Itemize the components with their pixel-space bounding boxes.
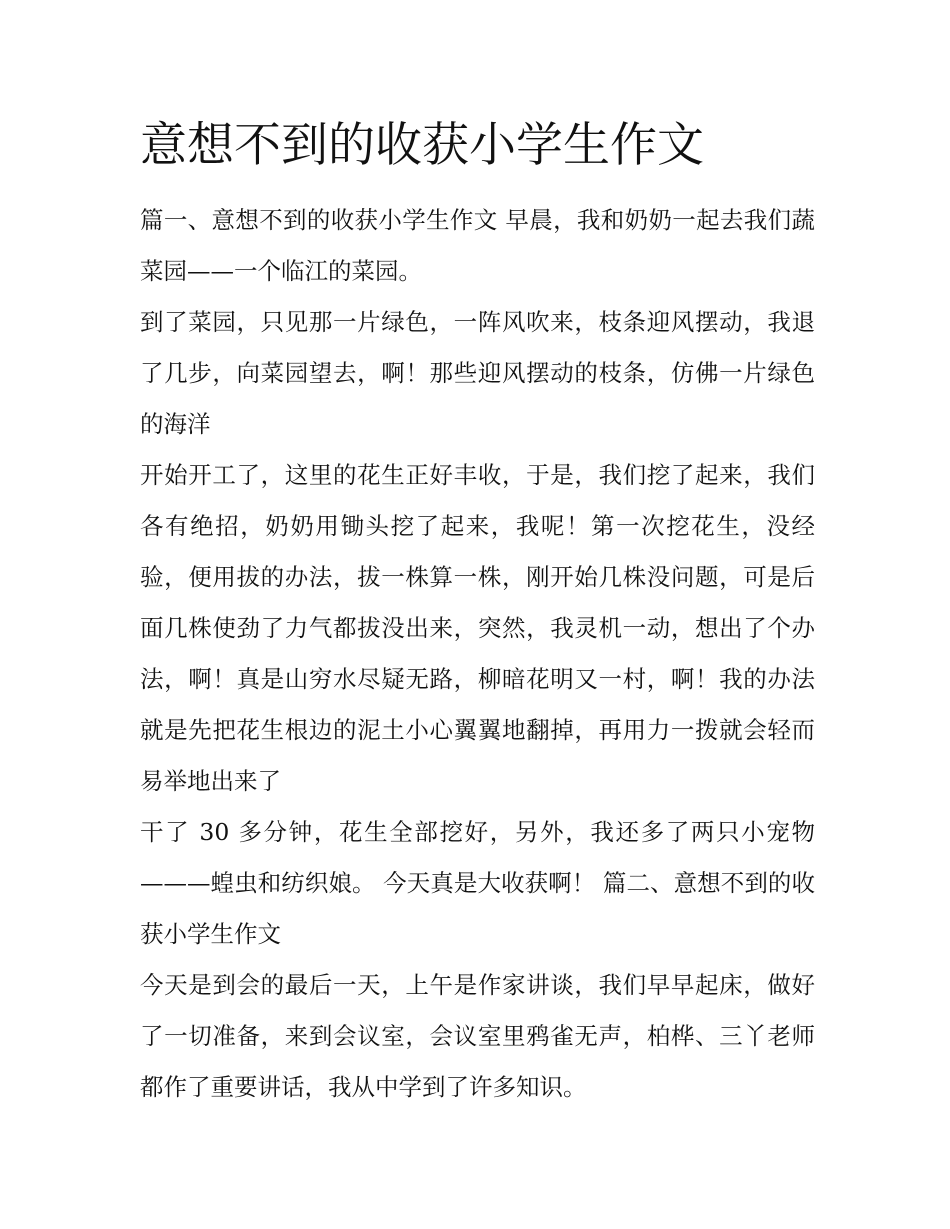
- paragraph: 到了菜园，只见那一片绿色，一阵风吹来，枝条迎风摆动，我退了几步，向菜园望去，啊！那些迎风摆动的枝条，仿佛一片绿色的海洋: [140, 308, 815, 438]
- paragraph: 开始开工了，这里的花生正好丰收，于是，我们挖了起来，我们各有绝招，奶奶用锄头挖了起来，我呢！第一次挖花生，没经验，便用拔的办法，拔一株算一株，刚开始几株没问题，可是后面几株使劲了力气都拔没出来，突然，我灵机一动，想出了个办法，啊！真是山穷水尽疑无路，柳暗花明又一村，啊！我的办法就是先把花生根边的泥土小心翼翼地翻掉，再用力一拨就会轻而易举地出来了: [140, 461, 815, 795]
- document-title: 意想不到的收获小学生作文: [140, 118, 704, 173]
- document-body: [140, 195, 815, 1113]
- paragraph: 干了 30 多分钟，花生全部挖好，另外，我还多了两只小宠物———蝗虫和纺织娘。 今天真是大收获啊！ 篇二、意想不到的收获小学生作文: [140, 818, 815, 948]
- paragraph: 篇一、意想不到的收获小学生作文 早晨，我和奶奶一起去我们蔬菜园——一个临江的菜园。: [140, 206, 815, 285]
- paragraph: 今天是到会的最后一天，上午是作家讲谈，我们早早起床，做好了一切准备，来到会议室，会议室里鸦雀无声，柏桦、三丫老师都作了重要讲话，我从中学到了许多知识。: [140, 971, 815, 1101]
